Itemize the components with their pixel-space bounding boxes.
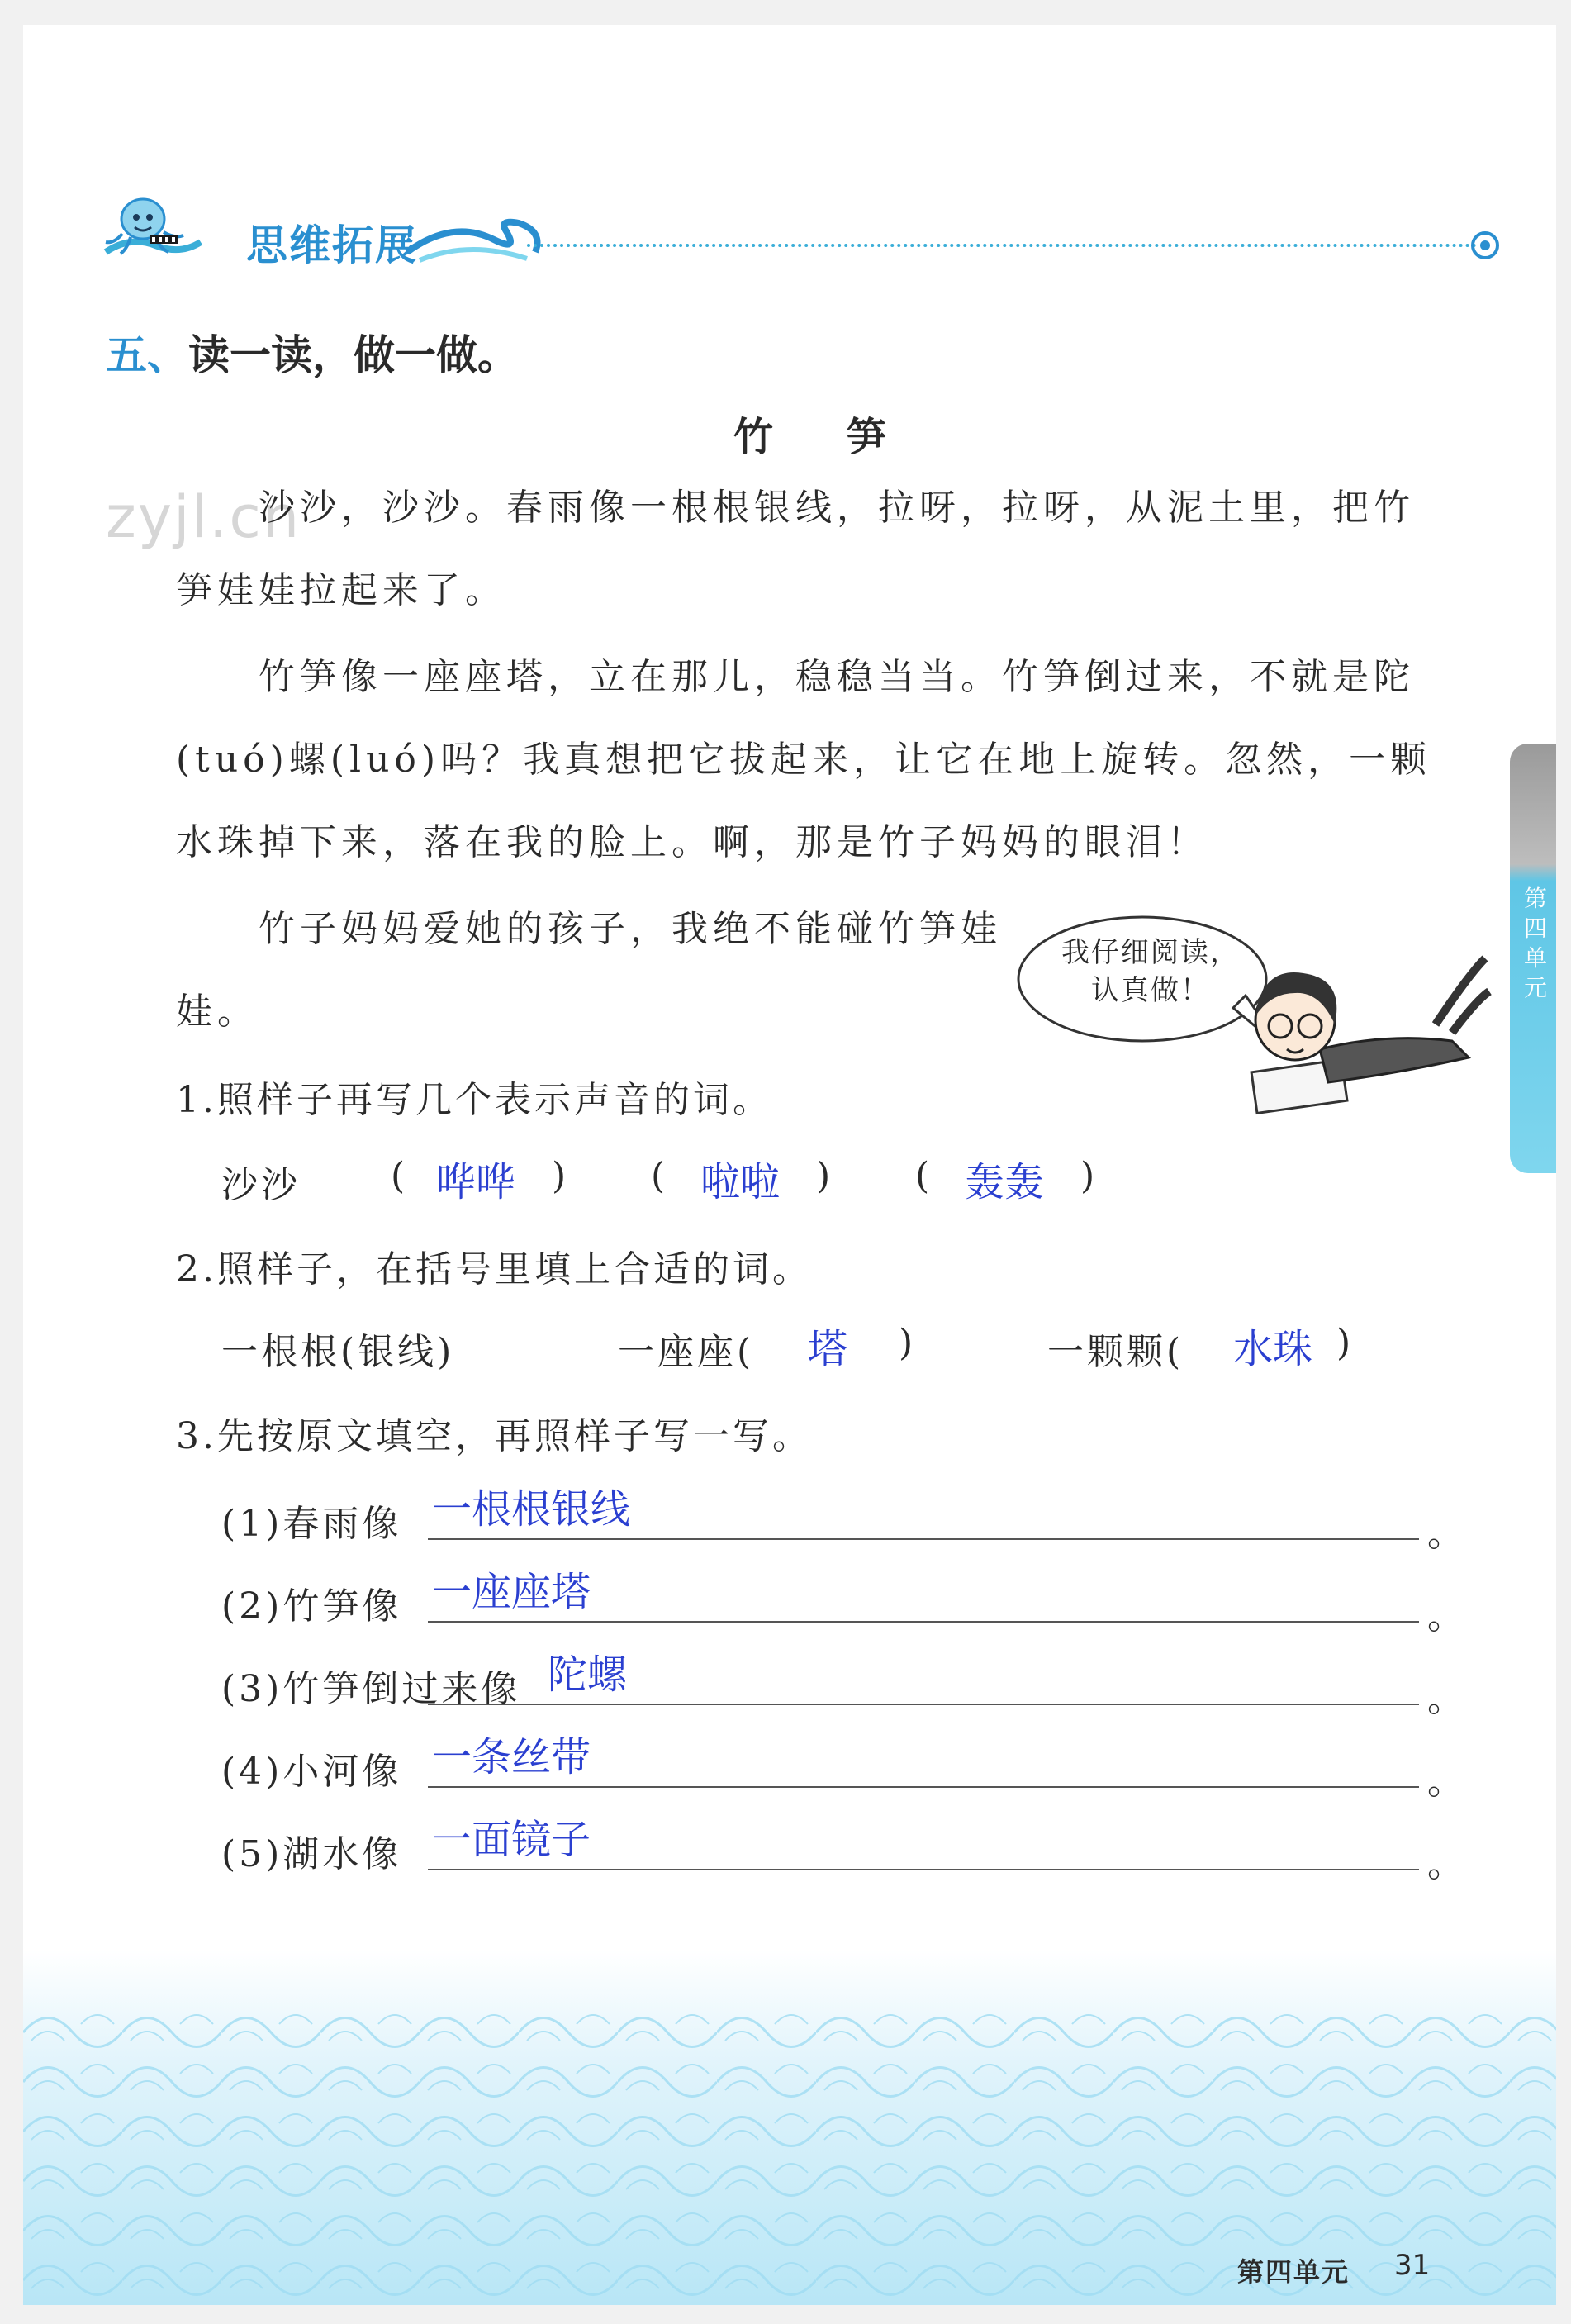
passage-title: 竹 笋: [733, 414, 916, 460]
q1-answer-3: 轰轰: [965, 1159, 1045, 1205]
q3-label-4: (4)小河像: [221, 1751, 402, 1793]
exercise-number: 五、: [106, 331, 188, 379]
q1-paren-3: (: [915, 1155, 930, 1197]
q3-label-3: (3)竹笋倒过来像: [221, 1668, 521, 1710]
passage-paragraph-3: 竹子妈妈爱她的孩子，我绝不能碰竹笋娃娃。: [176, 908, 1002, 1033]
circle-ornament-icon: [1469, 229, 1502, 262]
q2-item-3: 一颗颗(: [1047, 1331, 1184, 1373]
q1-answer-2: 啦啦: [700, 1159, 781, 1205]
side-tab-label: 第四单元: [1523, 885, 1547, 1001]
q1-answer-1: 哗哗: [436, 1159, 516, 1205]
q1-paren-2-close: ): [816, 1155, 831, 1197]
q2-answer-1: 银线: [358, 1331, 438, 1373]
q3-label-2: (2)竹笋像: [221, 1585, 402, 1628]
q3-answer-4: 一条丝带: [432, 1734, 591, 1780]
q3-period-3: 。: [1427, 1678, 1464, 1720]
q3-answer-1: 一根根银线: [432, 1486, 631, 1533]
q2-answer-2: 塔: [808, 1326, 848, 1372]
q2-answer-3: 水珠: [1233, 1326, 1313, 1372]
header-divider: [527, 244, 1477, 247]
q2-prefix-2: 一座座: [618, 1331, 737, 1373]
octopus-mascot-icon: [97, 194, 205, 269]
q2-prompt: 2.照样子，在括号里填上合适的词。: [176, 1248, 812, 1290]
section-header: [97, 194, 1452, 269]
exercise-instruction: 读一读，做一做。: [188, 331, 519, 379]
q1-paren-2: (: [651, 1155, 666, 1197]
passage-paragraph-1: 沙沙，沙沙。春雨像一根根银线，拉呀，拉呀，从泥土里，把竹笋娃娃拉起来了。: [176, 487, 1415, 611]
q3-line-2: [428, 1621, 1419, 1623]
q1-prompt: 1.照样子再写几个表示声音的词。: [176, 1079, 772, 1121]
page-number: 31: [1394, 2249, 1431, 2282]
q3-answer-3: 陀螺: [548, 1652, 628, 1698]
q3-period-4: 。: [1427, 1761, 1464, 1803]
bubble-text: 我仔细阅读，认真做！: [1061, 936, 1240, 1007]
q3-line-1: [428, 1538, 1419, 1540]
q3-period-2: 。: [1427, 1595, 1464, 1637]
q3-period-5: 。: [1427, 1843, 1464, 1885]
q3-line-4: [428, 1786, 1419, 1788]
q2-paren-3-close: ): [1336, 1322, 1351, 1364]
watermark: zyjl.cn: [106, 483, 301, 551]
passage-paragraph-2: 竹笋像一座座塔，立在那儿，稳稳当当。竹笋倒过来，不就是陀(tuó)螺(luó)吗？我真想把它拔起来，让它在地上旋转。忽然，一颗水珠掉下来，落在我的脸上。啊，那是竹子妈妈的眼泪！: [176, 656, 1432, 863]
exercise-heading: [106, 322, 519, 382]
q1-paren-3-close: ): [1080, 1155, 1095, 1197]
q3-answer-2: 一座座塔: [432, 1569, 591, 1615]
q3-answer-5: 一面镜子: [432, 1817, 591, 1863]
q2-prefix-1: 一根根: [221, 1331, 340, 1373]
wave-decoration-icon: [403, 194, 552, 269]
q2-item-1: 一根根(银线): [221, 1331, 455, 1373]
q3-period-1: 。: [1427, 1513, 1464, 1555]
q3-prompt: 3.先按原文填空，再照样子写一写。: [176, 1415, 812, 1457]
q1-paren-1: (: [391, 1155, 406, 1197]
footer-unit-label: 第四单元: [1237, 2256, 1350, 2288]
q2-item-2: 一座座(: [618, 1331, 755, 1373]
q1-paren-1-close: ): [552, 1155, 567, 1197]
q2-prefix-3: 一颗颗: [1047, 1331, 1166, 1373]
workbook-page: [23, 25, 1556, 2305]
q3-line-3: [428, 1704, 1419, 1705]
q1-example: 沙沙: [221, 1164, 301, 1206]
reading-kid-icon: [1221, 942, 1493, 1124]
q3-line-5: [428, 1869, 1419, 1870]
section-title: 思维拓展: [246, 221, 418, 269]
q2-paren-2-close: ): [899, 1322, 914, 1364]
q3-label-1: (1)春雨像: [221, 1503, 402, 1545]
q3-label-5: (5)湖水像: [221, 1833, 402, 1875]
